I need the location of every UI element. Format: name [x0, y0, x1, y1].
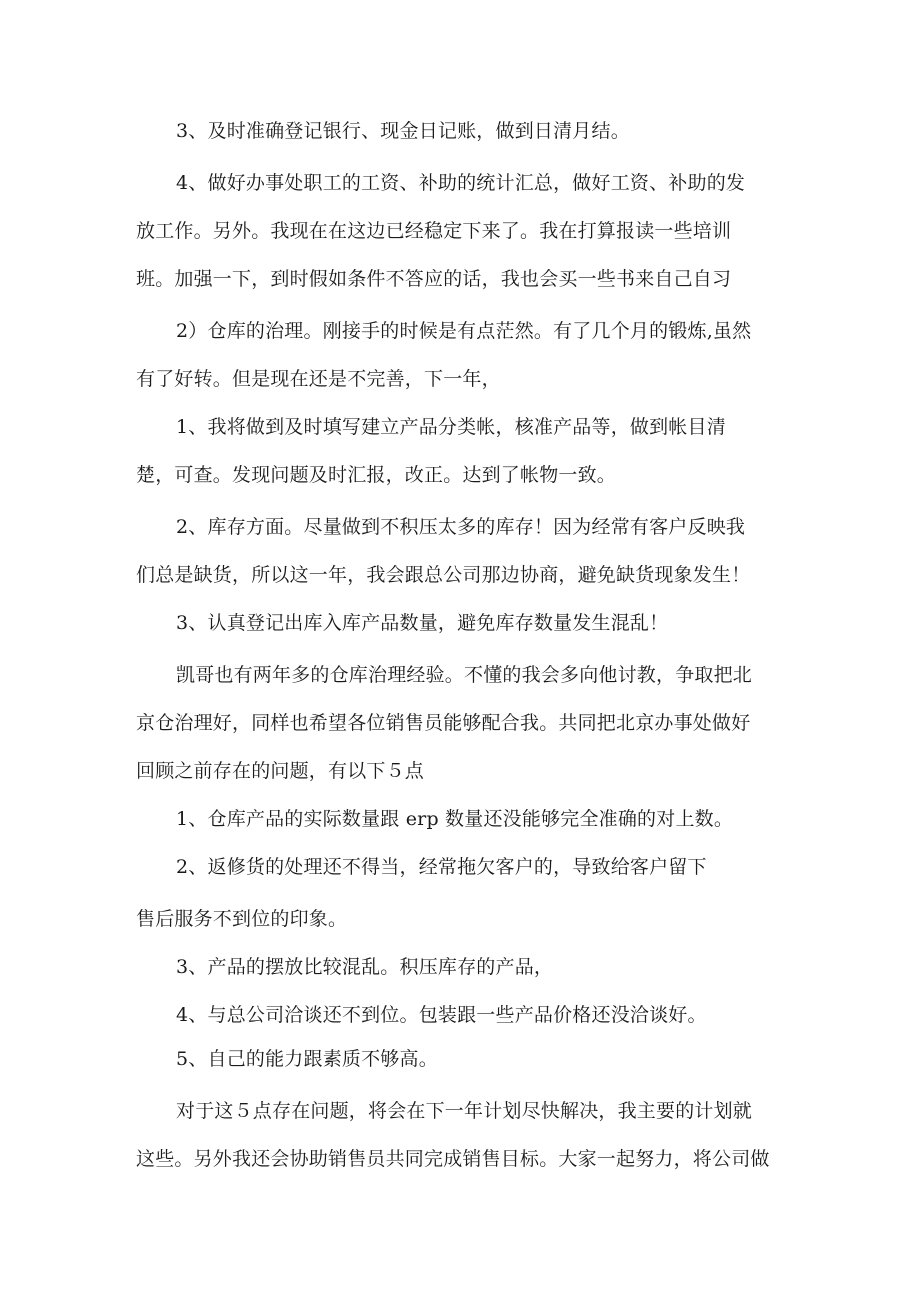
- text-line: 5、自己的能力跟素质不够高。: [176, 1048, 438, 1070]
- text-line: 凯哥也有两年多的仓库治理经验。不懂的我会多向他讨教，争取把北: [176, 664, 753, 686]
- text-line: 售后服务不到位的印象。: [136, 908, 348, 930]
- text-line: 4、与总公司洽谈还不到位。包装跟一些产品价格还没洽谈好。: [176, 1004, 707, 1026]
- text-line: 楚，可查。发现问题及时汇报，改正。达到了帐物一致。: [136, 464, 617, 486]
- text-line: 3、及时准确登记银行、现金日记账，做到日清月结。: [176, 120, 630, 142]
- text-line: 有了好转。但是现在还是不完善，下一年，: [136, 368, 501, 390]
- text-line: 3、产品的摆放比较混乱。积压库存的产品，: [176, 956, 554, 978]
- text-line: 京仓治理好，同样也希望各位销售员能够配合我。共同把北京办事处做好: [136, 712, 751, 734]
- text-line: 们总是缺货，所以这一年，我会跟总公司那边协商，避免缺货现象发生！: [136, 564, 751, 586]
- text-line: 1、仓库产品的实际数量跟 erp 数量还没能够完全准确的对上数。: [176, 808, 734, 830]
- text-line: 4、做好办事处职工的工资、补助的统计汇总，做好工资、补助的发: [176, 172, 746, 194]
- text-line: 2、库存方面。尽量做到不积压太多的库存！因为经常有客户反映我: [176, 516, 746, 538]
- text-line: 1、我将做到及时填写建立产品分类帐，核准产品等，做到帐目清: [176, 416, 726, 438]
- text-line: 2）仓库的治理。刚接手的时候是有点茫然。有了几个月的锻炼,虽然: [176, 320, 752, 342]
- text-line: 班。加强一下，到时假如条件不答应的话，我也会买一些书来自己自习: [136, 268, 732, 290]
- text-line: 2、返修货的处理还不得当，经常拖欠客户的，导致给客户留下: [176, 856, 707, 878]
- text-line: 放工作。另外。我现在在这边已经稳定下来了。我在打算报读一些培训: [136, 220, 732, 242]
- text-line: 3、认真登记出库入库产品数量，避免库存数量发生混乱！: [176, 612, 669, 634]
- text-line: 这些。另外我还会协助销售员共同完成销售目标。大家一起努力，将公司做: [136, 1148, 770, 1170]
- text-line: 对于这５点存在问题，将会在下一年计划尽快解决，我主要的计划就: [176, 1100, 753, 1122]
- text-line: 回顾之前存在的问题，有以下５点: [136, 760, 425, 782]
